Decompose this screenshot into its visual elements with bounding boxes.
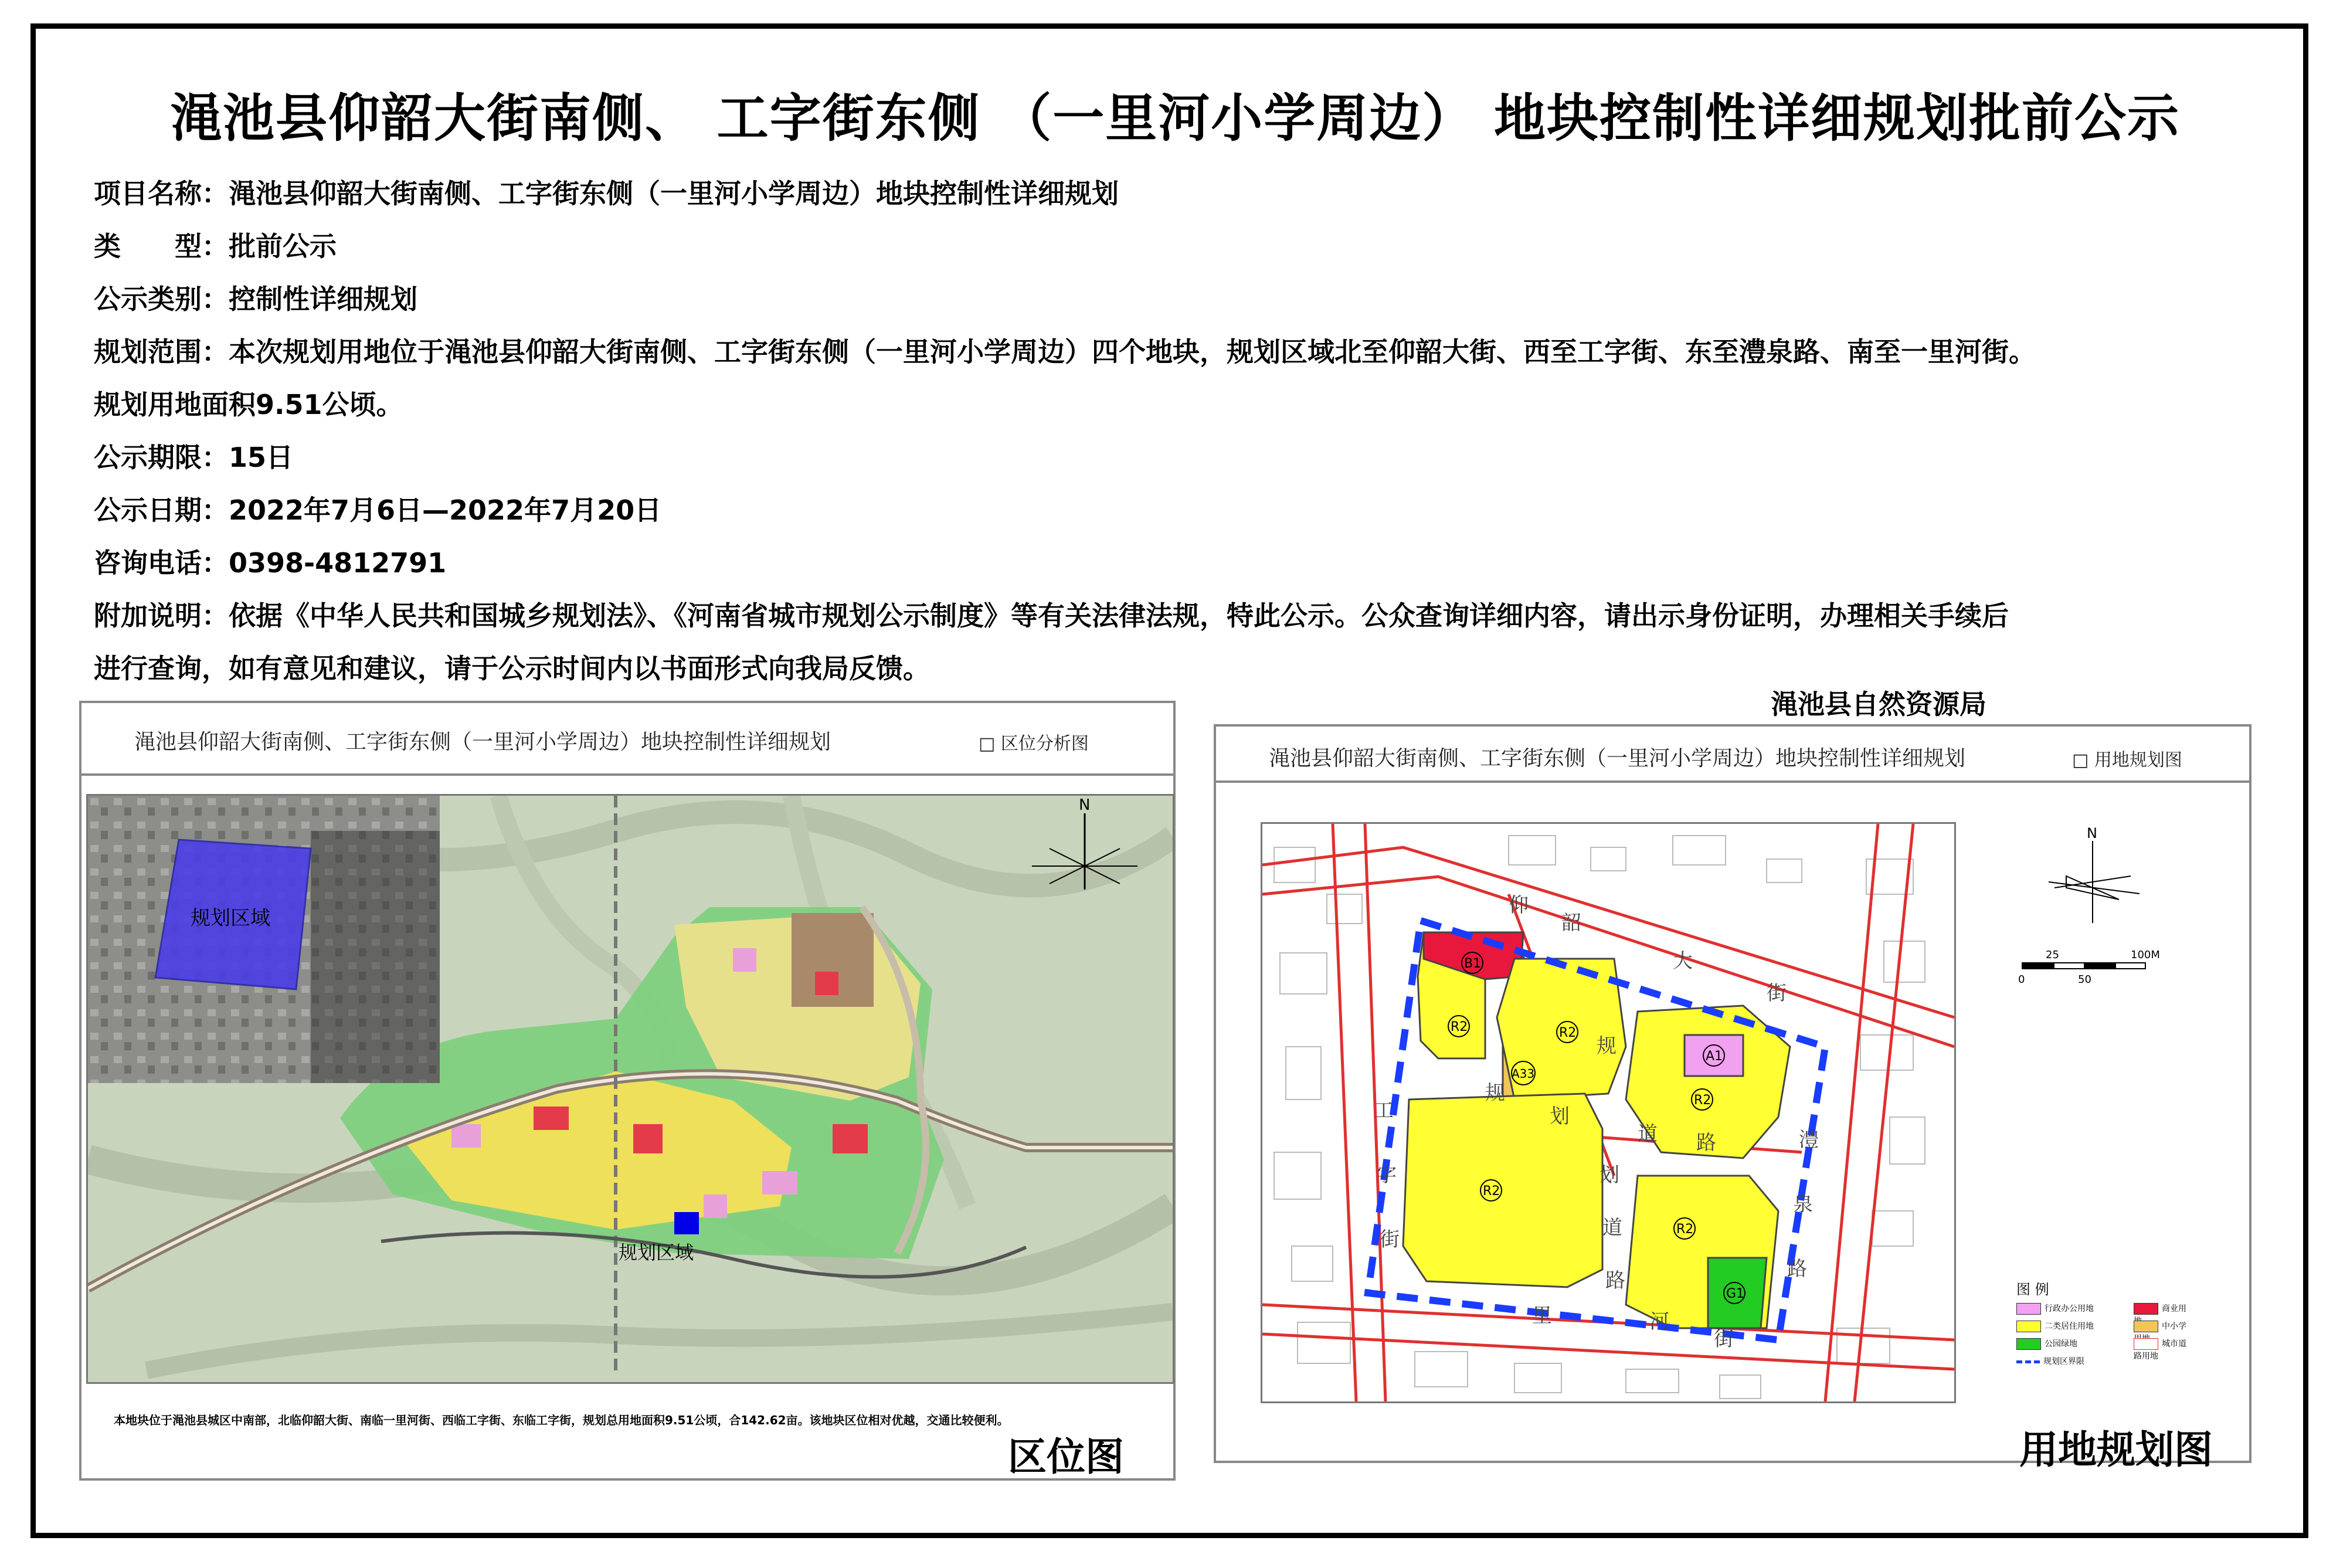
info-label: 附加说明： [94,600,229,632]
info-value: 渑池县仰韶大街南侧、工字街东侧（一里河小学周边）地块控制性详细规划 [229,178,1119,209]
scale-label: 50 [2078,973,2091,986]
panel-header [1216,727,2249,783]
block-code-a1: A1 [1706,1049,1723,1064]
street-char: 街 [1380,1228,1400,1251]
panel-subtitle: □ 区位分析图 [979,734,1089,754]
north-arrow-and-scale [2013,823,2166,987]
street-char: 道 [1638,1122,1658,1146]
info-value: 控制性详细规划 [229,283,417,315]
street-char: 路 [1787,1257,1807,1281]
bureau-name: 渑池县自然资源局 [1771,688,1986,720]
scale-label: 100M [2131,949,2160,961]
info-value: 批前公示 [229,230,337,262]
panel-header-title: 渑池县仰韶大街南侧、工字街东侧（一里河小学周边）地块控制性详细规划 [1269,746,1966,771]
street-char: 规 [1485,1081,1505,1105]
block-code-b1: B1 [1464,956,1482,971]
legend-item [2016,1302,2094,1315]
main-map-site-label: 规划区域 [619,1241,694,1264]
legend-item [2016,1320,2094,1332]
legend-item [2016,1355,2084,1367]
planning-site-marker [674,1212,699,1234]
legend-swatch [2134,1321,2158,1332]
location-map-svg [88,796,1173,1382]
block-code-r2: R2 [1559,1026,1577,1040]
street-char: 划 [1550,1105,1570,1128]
street-char: 仰 [1509,894,1529,917]
legend-label: 二类居住用地 [2045,1322,2094,1331]
info-label: 公示期限： [94,442,229,473]
legend-swatch [2016,1303,2041,1315]
info-row [94,167,2275,220]
block-code-a33: A33 [1512,1067,1535,1081]
location-map-caption: 区位图 [1008,1434,1124,1479]
street-char: 韶 [1561,911,1581,935]
legend-item [2016,1338,2077,1350]
legend-label: 中小学 [2162,1322,2186,1331]
block-code-g1: G1 [1726,1287,1745,1301]
legend-label: 公园绿地 [2045,1339,2077,1349]
street-char: 大 [1673,949,1693,973]
street-char: 划 [1600,1163,1619,1187]
land-use-map [1261,822,1956,1403]
page-title: 渑池县仰韶大街南侧、 工字街东侧 （一里河小学周边） 地块控制性详细规划批前公示 [170,88,2180,148]
location-note: 本地块位于渑池县城区中南部，北临仰韶大街、南临一里河街、西临工字街、东临工字街，规划总用地面积9.51公顷，合142.62亩。该地块区位相对优越，交通比较便利。 [114,1413,1009,1427]
legend-swatch [2134,1303,2158,1315]
info-row [94,537,2275,589]
block-code-r2: R2 [1451,1020,1468,1034]
land-use-map-svg [1262,824,1954,1401]
info-label: 公示日期： [94,494,229,526]
legend-item [2134,1338,2192,1362]
info-row [94,589,2275,642]
info-value: 2022年7月6日—2022年7月20日 [229,494,662,526]
street-char: 道 [1602,1216,1622,1240]
legend-swatch [2016,1321,2041,1332]
location-map [86,794,1174,1384]
street-char: 路 [1605,1269,1625,1292]
info-label: 咨询电话： [94,547,229,579]
panel-subtitle: □ 用地规划图 [2072,750,2182,771]
legend-label: 行政办公用地 [2045,1304,2094,1314]
info-label: 规划范围： [94,336,229,368]
north-label: N [1079,796,1091,814]
info-label: 类 型： [94,230,229,262]
block-code-r2: R2 [1694,1093,1711,1108]
info-value: 依据《中华人民共和国城乡规划法》、《河南省城市规划公示制度》等有关法律法规，特此公示。公众查询详细内容，请出示身份证明，办理相关手续后 [229,600,2009,632]
info-row [94,325,2275,378]
inset-site-label: 规划区域 [191,907,270,930]
info-value: 进行查询，如有意见和建议，请于公示时间内以书面形式向我局反馈。 [94,653,930,684]
info-block [94,167,2275,695]
north-label: N [2087,825,2097,841]
info-row [94,378,2275,431]
info-row [94,220,2275,273]
street-char: 里 [1532,1304,1552,1328]
inset-photo [88,796,440,1083]
info-value: 本次规划用地位于渑池县仰韶大街南侧、工字街东侧（一里河小学周边）四个地块，规划区域北至仰韶大街、西至工字街、东至澧泉路、南至一里河街。 [229,336,2036,368]
info-label: 项目名称： [94,178,229,209]
info-row [94,431,2275,484]
info-row [94,484,2275,537]
street-char: 路 [1696,1131,1716,1155]
street-char: 澧 [1799,1128,1819,1152]
info-label: 公示类别： [94,283,229,315]
legend-label: 规划区界限 [2043,1357,2084,1366]
block-code-r2: R2 [1483,1184,1500,1199]
land-use-panel [1214,724,2251,1472]
street-char: 字 [1377,1163,1397,1187]
legend-swatch [2016,1338,2041,1350]
info-value: 15日 [229,442,294,473]
street-char: 街 [1767,982,1787,1005]
street-char: 工 [1374,1099,1394,1122]
street-char: 规 [1597,1034,1617,1058]
location-map-panel [79,701,1176,1481]
legend [2016,1278,2192,1383]
legend-label: 城市道路用地 [2134,1339,2186,1361]
info-value: 0398-4812791 [229,547,447,579]
legend-label: 商业用 [2162,1304,2186,1314]
panel-header-title: 渑池县仰韶大街南侧、工字街东侧（一里河小学周边）地块控制性详细规划 [134,730,831,754]
street-char: 河 [1649,1310,1669,1333]
block-code-r2: R2 [1676,1222,1694,1237]
legend-swatch [2134,1338,2158,1350]
info-value: 规划用地面积9.51公顷。 [94,389,403,420]
legend-swatch [2016,1360,2040,1363]
legend-title: 图 例 [2016,1281,2049,1298]
land-use-map-caption: 用地规划图 [2019,1427,2213,1472]
street-char: 泉 [1793,1193,1813,1216]
street-char: 街 [1714,1328,1734,1351]
panel-header [81,703,1173,776]
scale-label: 25 [2046,949,2059,961]
scale-label: 0 [2018,973,2025,986]
info-row [94,273,2275,325]
